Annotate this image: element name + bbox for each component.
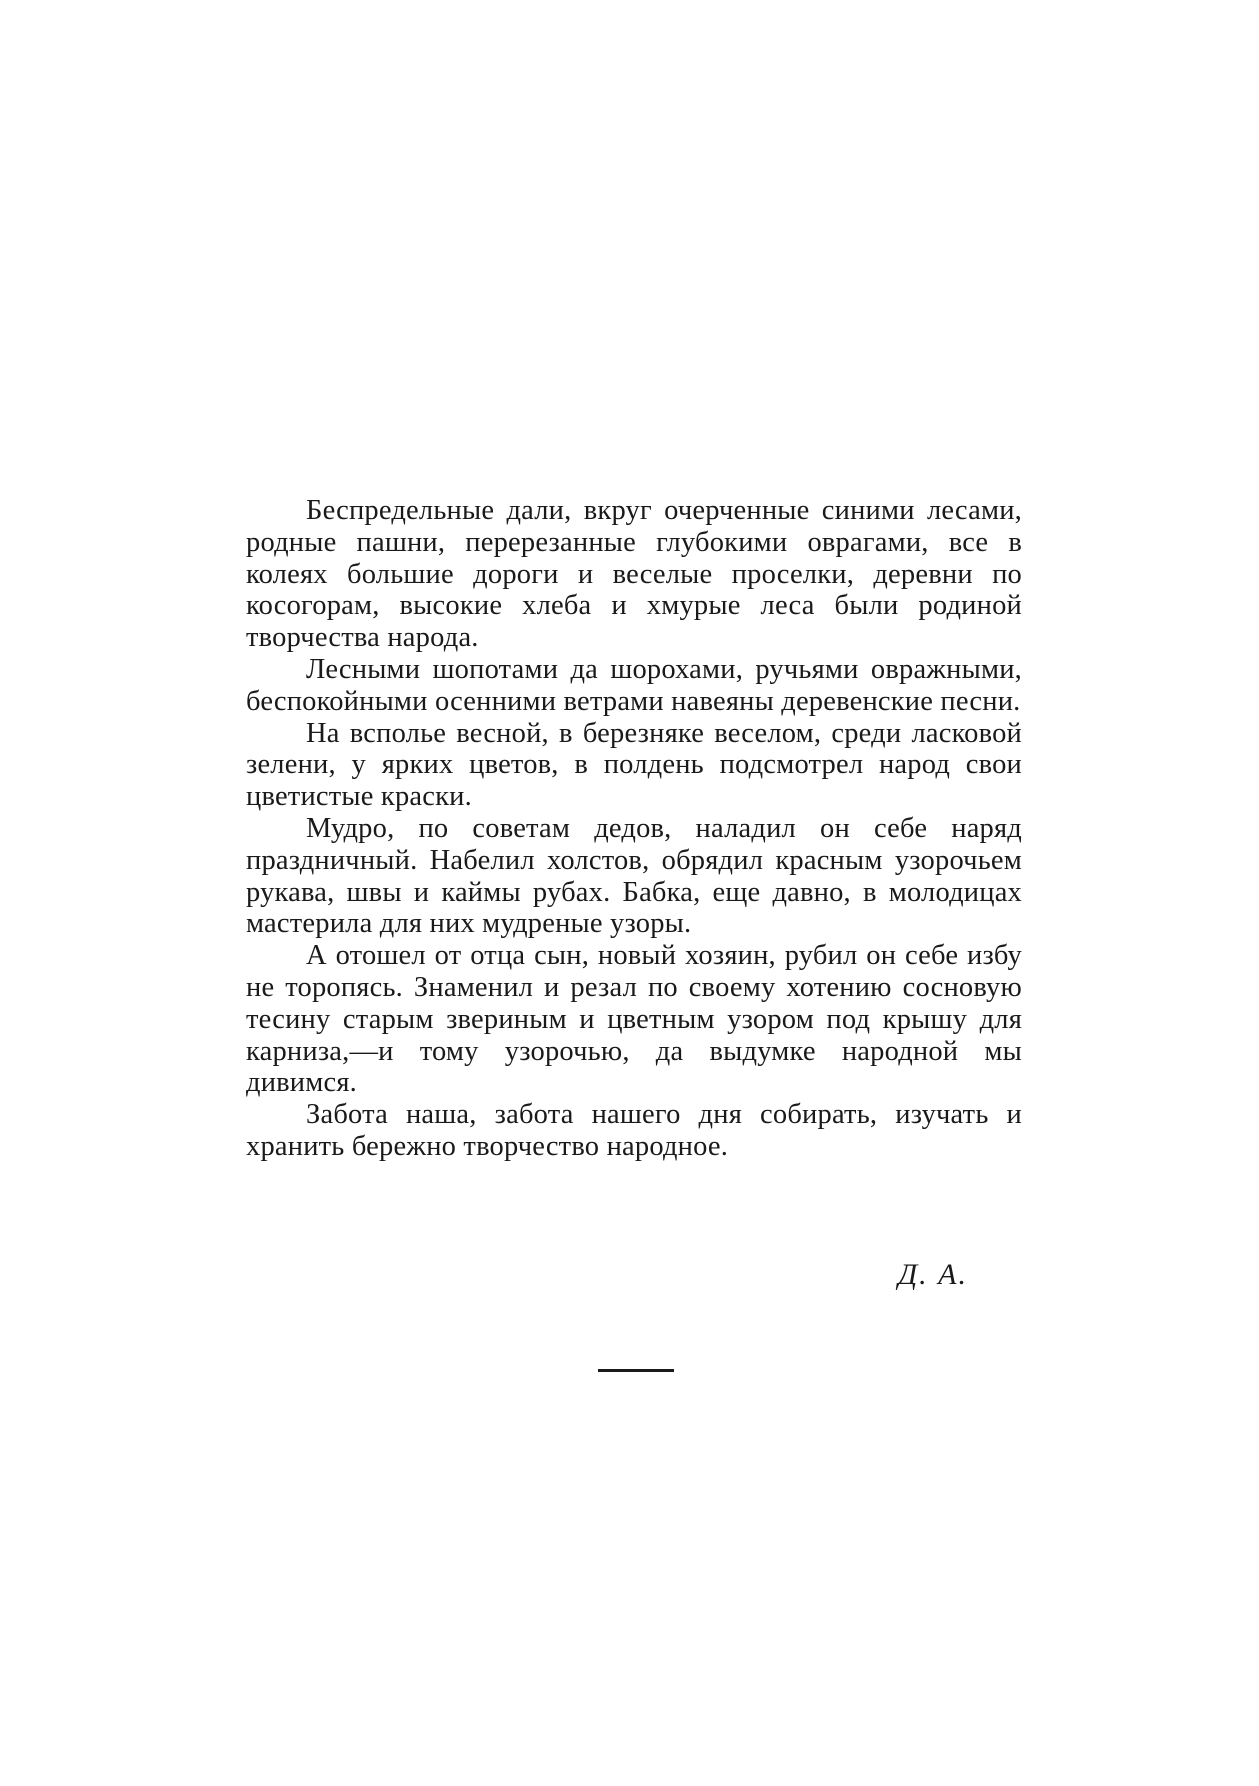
paragraph: Забота наша, забота нашего дня собирать, изучать и хранить бережно творчество народное. — [246, 1099, 1022, 1162]
end-rule-divider — [598, 1369, 674, 1372]
paragraph: Мудро, по советам дедов, наладил он себе наряд праздничный. Набелил холстов, обрядил красным узорочьем рукава, швы и каймы рубах. Бабка, еще давно, в молодицах мастерила для них мудреные узоры. — [246, 812, 1022, 940]
paragraph: Лесными шопотами да шорохами, ручьями овражными, беспокойными осенними ветрами навеяны деревенские песни. — [246, 653, 1022, 717]
signature-initials: Д. А. — [898, 1258, 968, 1291]
paragraph: Беспредельные дали, вкруг очерченные синими лесами, родные пашни, перерезанные глубокими оврагами, все в колеях большие дороги и веселые проселки, деревни по косогорам, высокие хлеба и хмурые леса были родиной творчества народа. — [246, 495, 1022, 654]
paragraph: На всполье весной, в березняке веселом, среди ласковой зелени, у ярких цветов, в полдень подсмотрел народ свои цветистые краски. — [246, 717, 1022, 813]
paragraph: А отошел от отца сын, новый хозяин, рубил он себе избу не торопясь. Знаменил и резал по своему хотению сосновую тесину старым звериным и цветным узором под крышу для карниза,—и тому узорочью, да выдумке народной мы дивимся. — [246, 940, 1022, 1099]
body-text — [246, 495, 1022, 1163]
